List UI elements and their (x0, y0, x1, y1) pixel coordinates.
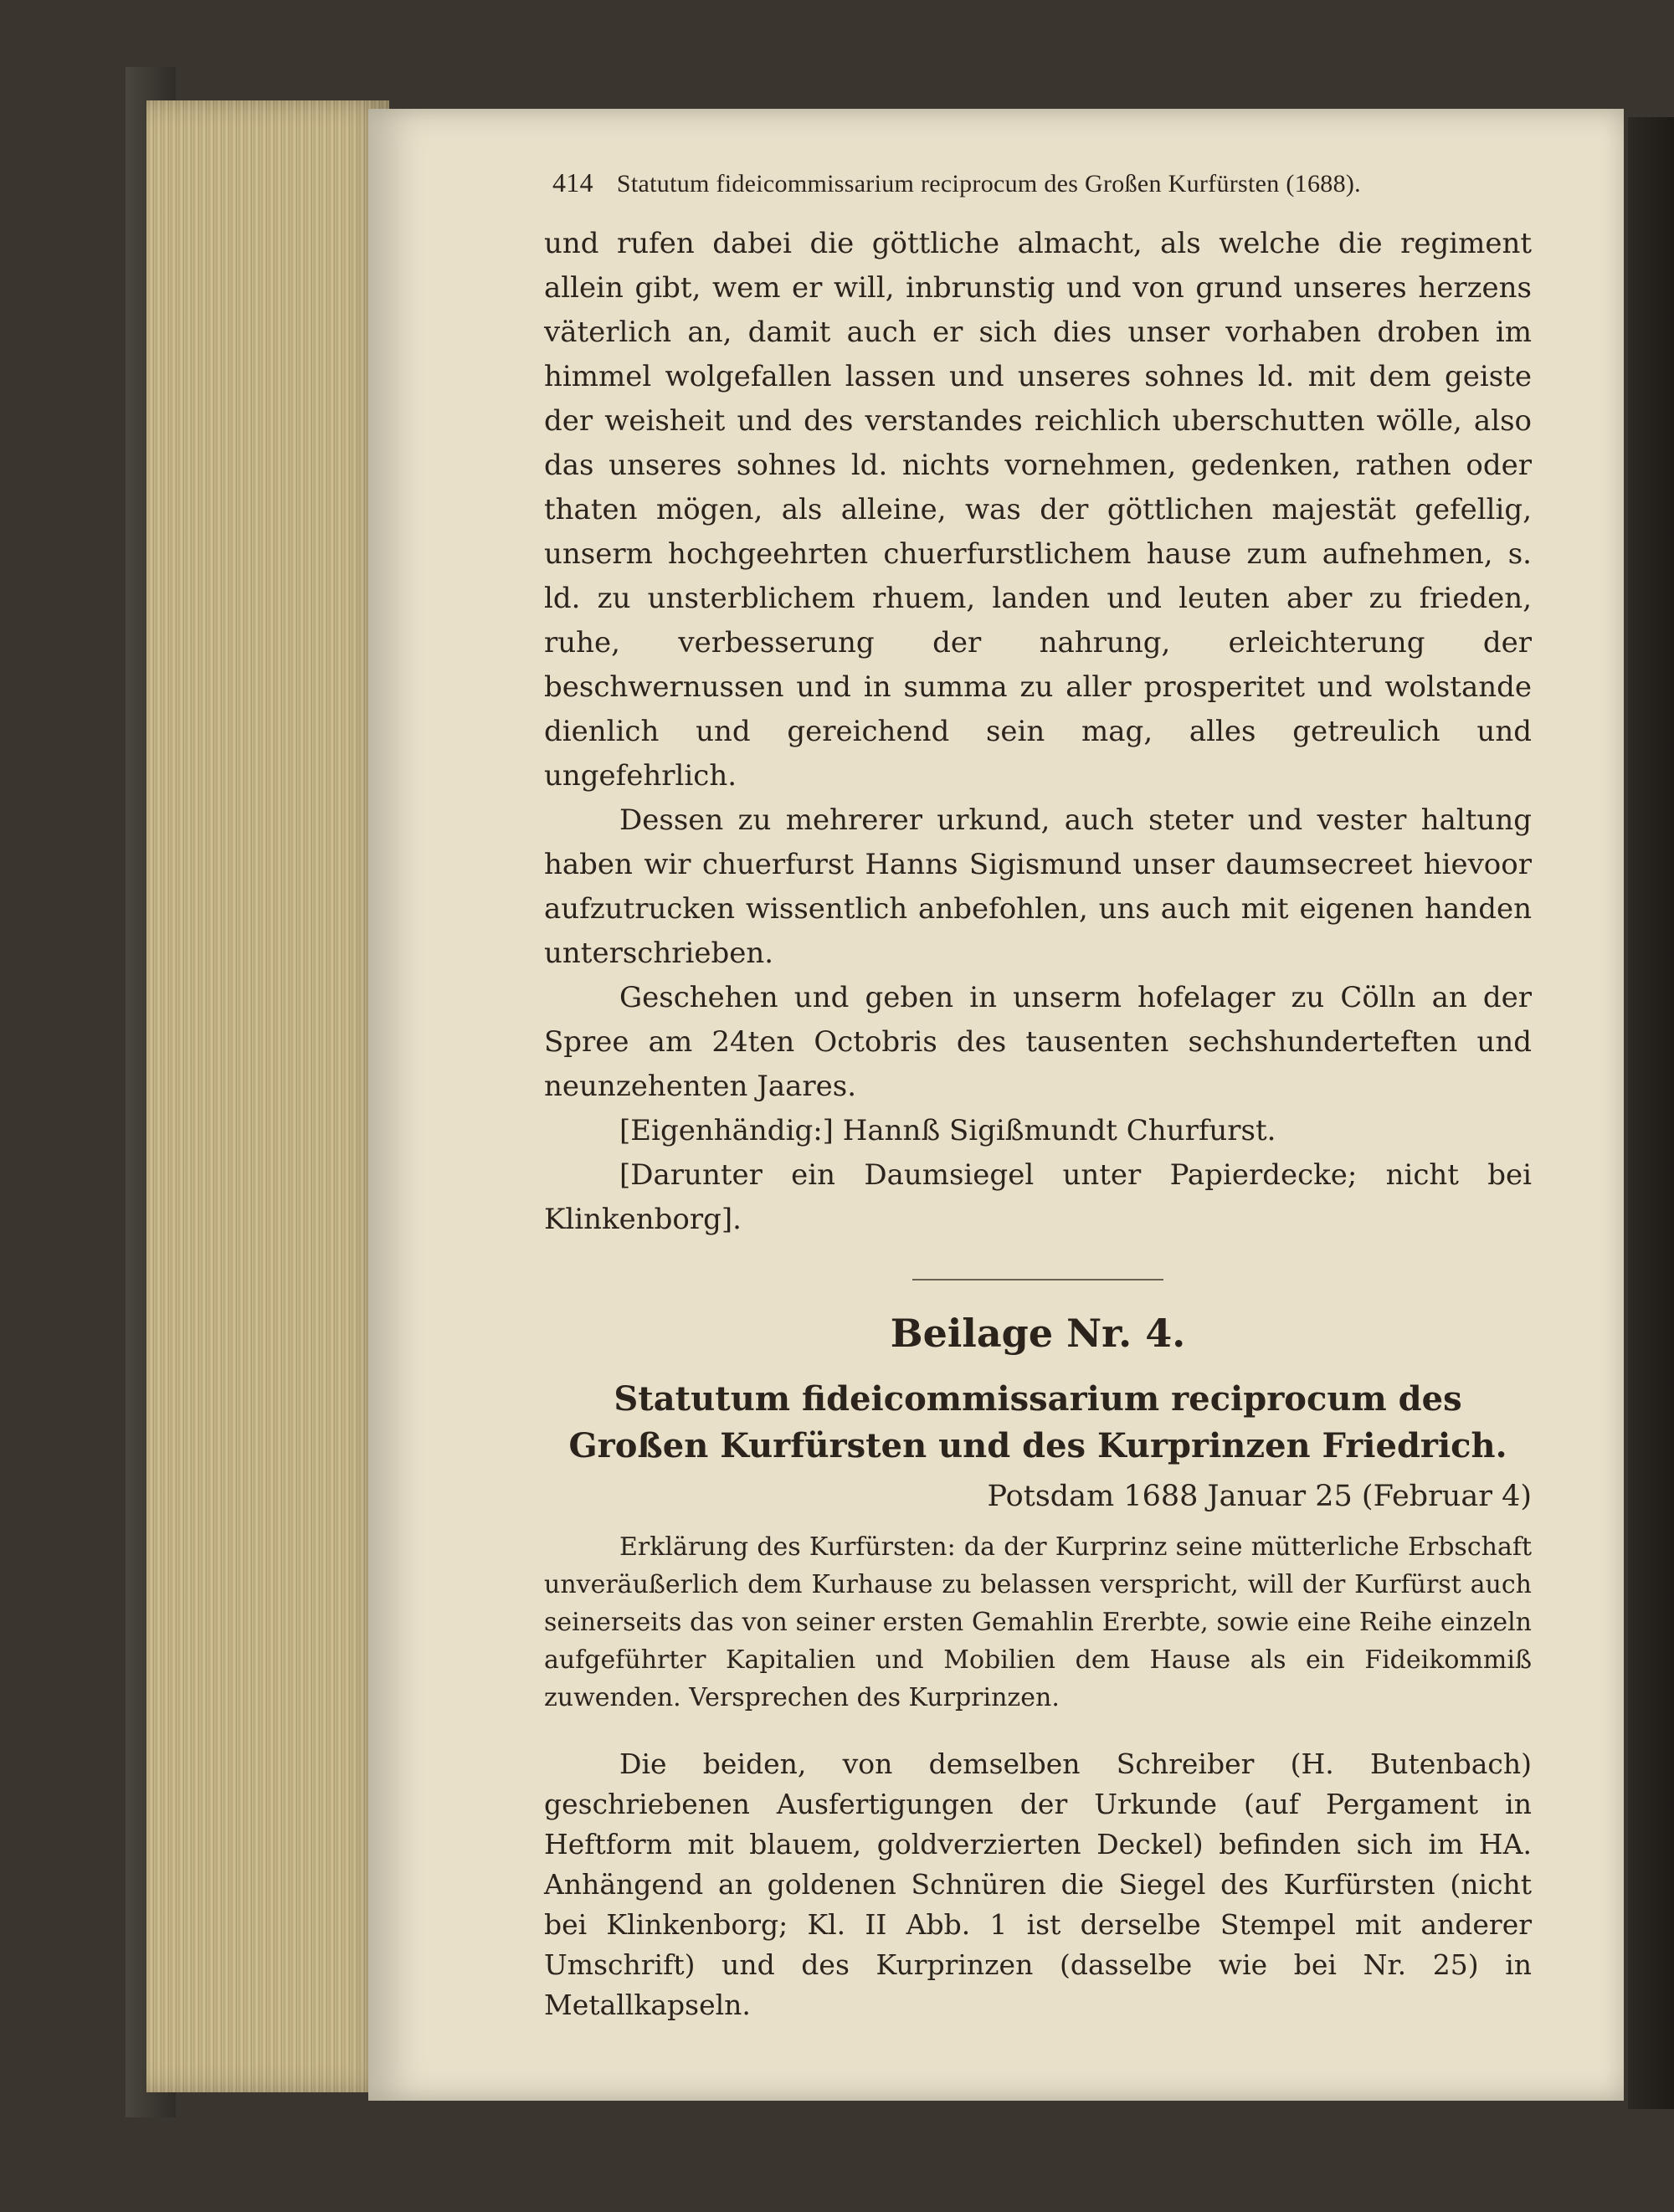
page-edges (146, 100, 389, 2092)
document-remark: Die beiden, von demselben Schreiber (H. Butenbach) geschriebenen Ausfertigungen der Urkunde (auf Pergament in Heftform mit blauem, goldverzierten Deckel) befinden sich im HA. Anhängend an goldenen Schnüren die Siegel des Kurfürsten (nicht bei Klinkenborg; Kl. II Abb. 1 ist derselbe Stempel mit anderer Umschrift) und des Kurprinzen (dasselbe wie bei Nr. 25) in Metallkapseln. (544, 1748, 1532, 2021)
running-title: Statutum fideicommissarium reciprocum des Großen Kurfürsten (1688). (616, 170, 1361, 198)
section-divider (912, 1279, 1163, 1280)
running-head (552, 167, 1532, 198)
paragraph-3: Geschehen und geben in unserm hofelager zu Cölln an der Spree am 24ten Octobris des tausenten sechshunderteften und neunzehenten Jaares. (544, 981, 1532, 1103)
book-cover-right (1628, 117, 1674, 2109)
paragraph-2: Dessen zu mehrerer urkund, auch steter und vester haltung haben wir chuerfurst Hanns Sigismund unser daumsecreet hievoor aufzutrucken wissentlich anbefohlen, uns auch mit eigenen handen unterschrieben. (544, 803, 1532, 970)
document-title: Statutum fideicommissarium reciprocum des Großen Kurfürsten und des Kurprinzen Friedrich. (568, 1379, 1507, 1465)
paragraph-1: und rufen dabei die göttliche almacht, als welche die regiment allein gibt, wem er will, inbrunstig und von grund unseres herzens väterlich an, damit auch er sich dies unser vorhaben droben im himmel wolgefallen lassen und unseres sohnes ld. mit dem geiste der weisheit und des verstandes reichlich uberschutten wölle, also das unseres sohnes ld. nichts vornehmen, gedenken, rathen oder thaten mögen, als alleine, was der göttlichen majestät gefellig, unserm hochgeehrten chuerfurstlichem hause zum aufnehmen, s. ld. zu unsterblichem rhuem, landen und leuten aber zu frieden, ruhe, verbesserung der nahrung, erleichterung der beschwernussen und in summa zu aller prosperitet und wolstande dienlich und gereichend sein mag, alles getreulich und ungefehrlich. (544, 227, 1532, 793)
page-number: 414 (552, 167, 593, 198)
document-summary: Erklärung des Kurfürsten: da der Kurprinz seine mütterliche Erbschaft unveräußerlich dem Kurhause zu belassen verspricht, will der Kurfürst auch seinerseits das von seiner ersten Gemahlin Ererbte, sowie eine Reihe einzeln aufgeführter Kapitalien und Mobilien dem Hause als ein Fideikommiß zuwenden. Versprechen des Kurprinzen. (544, 1532, 1532, 1712)
beilage-title: Beilage Nr. 4. (890, 1311, 1186, 1356)
signature-line: [Eigenhändig:] Hannß Sigißmundt Churfurst. (619, 1114, 1276, 1147)
seal-note: [Darunter ein Daumsiegel unter Papierdecke; nicht bei Klinkenborg]. (544, 1158, 1532, 1236)
document-body (544, 222, 1532, 1242)
page-content (544, 167, 1532, 2053)
document-date: Potsdam 1688 Januar 25 (Februar 4) (987, 1480, 1532, 1513)
